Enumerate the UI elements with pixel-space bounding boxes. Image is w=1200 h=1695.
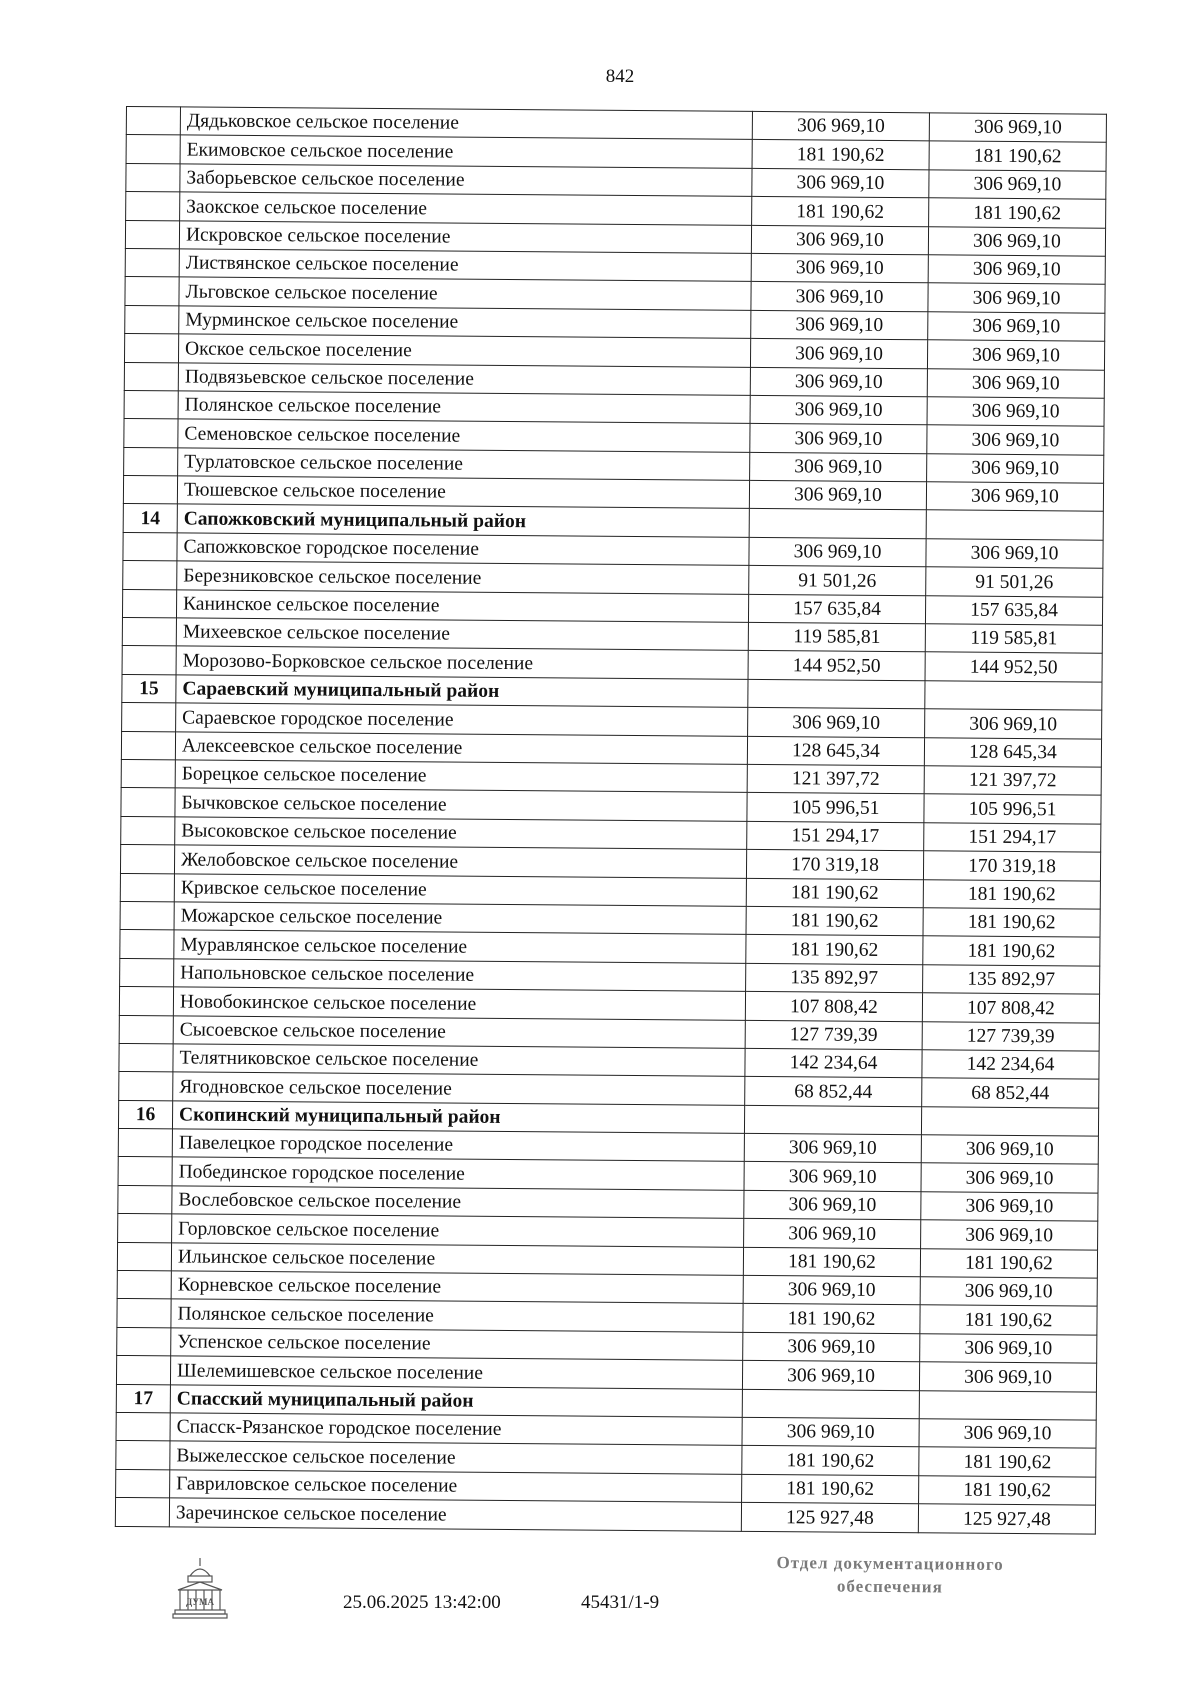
amount-1-cell: 125 927,48 <box>741 1503 918 1533</box>
settlement-name-cell: Павелецкое городское поселение <box>172 1129 744 1162</box>
amount-2-cell <box>925 681 1102 711</box>
settlement-name-cell: Льговское сельское поселение <box>179 277 751 310</box>
settlement-name-cell: Канинское сельское поселение <box>176 590 748 623</box>
row-number-cell <box>124 390 178 419</box>
amount-2-cell: 306 969,10 <box>926 539 1103 569</box>
amount-2-cell: 142 234,64 <box>922 1050 1099 1080</box>
settlement-name-cell: Березниковское сельское поселение <box>177 561 749 594</box>
row-number-cell <box>121 759 175 788</box>
row-number-cell <box>116 1412 170 1441</box>
amount-1-cell <box>748 679 925 709</box>
amount-2-cell <box>919 1390 1096 1420</box>
row-number-cell <box>122 703 176 732</box>
row-number-cell <box>124 334 178 363</box>
settlement-name-cell: Успенское сельское поселение <box>171 1328 743 1361</box>
amount-1-cell: 306 969,10 <box>749 537 926 567</box>
row-number-cell: 17 <box>116 1384 170 1413</box>
amount-1-cell: 306 969,10 <box>748 708 925 738</box>
amount-1-cell: 181 190,62 <box>752 197 929 227</box>
amount-1-cell: 306 969,10 <box>750 452 927 482</box>
amount-2-cell <box>926 510 1103 540</box>
settlement-name-cell: Полянское сельское поселение <box>178 391 750 424</box>
row-number-cell <box>121 788 175 817</box>
amount-2-cell: 144 952,50 <box>925 652 1102 682</box>
amount-2-cell: 107 808,42 <box>922 993 1099 1023</box>
settlement-name-cell: Шелемишевское сельское поселение <box>170 1356 742 1389</box>
settlement-name-cell: Выжелесское сельское поселение <box>170 1441 742 1474</box>
settlement-name-cell: Подвязьевское сельское поселение <box>178 362 750 395</box>
settlement-name-cell: Борецкое сельское поселение <box>175 760 747 793</box>
amount-1-cell: 91 501,26 <box>749 566 926 596</box>
amount-2-cell: 306 969,10 <box>921 1192 1098 1222</box>
amount-2-cell: 306 969,10 <box>925 709 1102 739</box>
row-number-cell <box>119 1072 173 1101</box>
settlement-name-cell: Желобовское сельское поселение <box>174 845 746 878</box>
budget-table-body <box>115 107 1106 1534</box>
amount-1-cell: 306 969,10 <box>752 111 929 141</box>
amount-1-cell <box>749 509 926 539</box>
row-number-cell <box>116 1441 170 1470</box>
settlement-name-cell: Листвянское сельское поселение <box>179 249 751 282</box>
row-number-cell <box>117 1242 171 1271</box>
settlement-name-cell: Сапожковский муниципальный район <box>177 504 749 537</box>
amount-2-cell: 125 927,48 <box>918 1504 1095 1534</box>
settlement-name-cell: Горловское сельское поселение <box>172 1214 744 1247</box>
amount-2-cell: 306 969,10 <box>927 340 1104 370</box>
amount-1-cell: 306 969,10 <box>749 480 926 510</box>
amount-2-cell: 306 969,10 <box>928 226 1105 256</box>
row-number-cell <box>117 1270 171 1299</box>
amount-1-cell: 170 319,18 <box>746 850 923 880</box>
settlement-name-cell: Ягодновское сельское поселение <box>173 1072 745 1105</box>
amount-1-cell: 306 969,10 <box>743 1275 920 1305</box>
amount-1-cell: 306 969,10 <box>742 1417 919 1447</box>
settlement-name-cell: Дядьковское сельское поселение <box>180 107 752 140</box>
amount-1-cell: 68 852,44 <box>745 1077 922 1107</box>
settlement-name-cell: Сараевское городское поселение <box>176 703 748 736</box>
row-number-cell <box>124 419 178 448</box>
amount-1-cell: 306 969,10 <box>744 1219 921 1249</box>
row-number-cell <box>126 163 180 192</box>
row-number-cell <box>120 901 174 930</box>
amount-1-cell: 151 294,17 <box>747 821 924 851</box>
amount-1-cell: 306 969,10 <box>742 1361 919 1391</box>
settlement-name-cell: Телятниковское сельское поселение <box>173 1044 745 1077</box>
amount-1-cell: 181 190,62 <box>746 935 923 965</box>
row-number-cell <box>119 1015 173 1044</box>
amount-1-cell: 181 190,62 <box>742 1474 919 1504</box>
settlement-name-cell: Корневское сельское поселение <box>171 1271 743 1304</box>
row-number-cell <box>125 305 179 334</box>
row-number-cell <box>118 1129 172 1158</box>
amount-2-cell: 181 190,62 <box>920 1305 1097 1335</box>
amount-2-cell: 181 190,62 <box>929 141 1106 171</box>
settlement-name-cell: Сапожковское городское поселение <box>177 533 749 566</box>
row-number-cell <box>116 1356 170 1385</box>
stamp-line-1: Отдел документационного <box>776 1553 1004 1574</box>
amount-1-cell: 107 808,42 <box>745 992 922 1022</box>
amount-1-cell <box>742 1389 919 1419</box>
amount-2-cell: 306 969,10 <box>928 283 1105 313</box>
settlement-name-cell: Полянское сельское поселение <box>171 1299 743 1332</box>
row-number-cell <box>126 107 180 136</box>
amount-1-cell: 181 190,62 <box>746 906 923 936</box>
row-number-cell <box>124 447 178 476</box>
amount-2-cell: 121 397,72 <box>924 766 1101 796</box>
amount-2-cell: 105 996,51 <box>924 794 1101 824</box>
amount-2-cell: 135 892,97 <box>923 965 1100 995</box>
amount-2-cell: 128 645,34 <box>924 737 1101 767</box>
row-number-cell <box>119 1043 173 1072</box>
amount-2-cell: 181 190,62 <box>920 1248 1097 1278</box>
amount-2-cell: 157 635,84 <box>925 595 1102 625</box>
amount-1-cell: 181 190,62 <box>752 140 929 170</box>
stamp-line-2: обеспечения <box>836 1576 943 1597</box>
row-number-cell <box>121 816 175 845</box>
amount-2-cell: 306 969,10 <box>928 312 1105 342</box>
amount-1-cell: 181 190,62 <box>742 1446 919 1476</box>
settlement-name-cell: Окское сельское поселение <box>178 334 750 367</box>
amount-2-cell: 306 969,10 <box>926 482 1103 512</box>
amount-2-cell: 306 969,10 <box>929 113 1106 143</box>
settlement-name-cell: Муравлянское сельское поселение <box>174 930 746 963</box>
amount-2-cell: 91 501,26 <box>926 567 1103 597</box>
settlement-name-cell: Скопинский муниципальный район <box>172 1101 744 1134</box>
amount-1-cell: 142 234,64 <box>745 1048 922 1078</box>
row-number-cell <box>116 1469 170 1498</box>
settlement-name-cell: Сысоевское сельское поселение <box>173 1015 745 1048</box>
amount-1-cell: 119 585,81 <box>748 622 925 652</box>
amount-2-cell: 127 739,39 <box>922 1021 1099 1051</box>
amount-1-cell: 181 190,62 <box>743 1247 920 1277</box>
page-number: 842 <box>605 66 635 87</box>
amount-2-cell: 306 969,10 <box>927 453 1104 483</box>
row-number-cell <box>120 930 174 959</box>
row-number-cell <box>120 873 174 902</box>
amount-1-cell: 105 996,51 <box>747 793 924 823</box>
amount-1-cell: 121 397,72 <box>747 764 924 794</box>
settlement-name-cell: Бычковское сельское поселение <box>175 788 747 821</box>
amount-1-cell: 128 645,34 <box>747 736 924 766</box>
row-number-cell <box>123 532 177 561</box>
amount-1-cell: 127 739,39 <box>745 1020 922 1050</box>
amount-2-cell: 306 969,10 <box>919 1419 1096 1449</box>
settlement-name-cell: Михеевское сельское поселение <box>176 618 748 651</box>
settlement-name-cell: Алексеевское сельское поселение <box>175 732 747 765</box>
row-number-cell: 15 <box>122 674 176 703</box>
settlement-name-cell: Заречинское сельское поселение <box>169 1498 741 1531</box>
amount-2-cell: 306 969,10 <box>919 1362 1096 1392</box>
row-number-cell <box>125 248 179 277</box>
settlement-name-cell: Гавриловское сельское поселение <box>170 1470 742 1503</box>
amount-2-cell: 181 190,62 <box>923 908 1100 938</box>
row-number-cell: 16 <box>118 1100 172 1129</box>
settlement-name-cell: Сараевский муниципальный район <box>176 675 748 708</box>
row-number-cell <box>118 1214 172 1243</box>
row-number-cell <box>120 845 174 874</box>
row-number-cell <box>118 1157 172 1186</box>
budget-table <box>115 106 1107 1534</box>
settlement-name-cell: Высоковское сельское поселение <box>175 817 747 850</box>
settlement-name-cell: Искровское сельское поселение <box>179 220 751 253</box>
settlement-name-cell: Вослебовское сельское поселение <box>172 1186 744 1219</box>
row-number-cell <box>123 476 177 505</box>
row-number-cell <box>122 646 176 675</box>
row-number-cell <box>126 135 180 164</box>
row-number-cell <box>125 277 179 306</box>
amount-2-cell: 170 319,18 <box>923 851 1100 881</box>
amount-2-cell: 181 190,62 <box>919 1447 1096 1477</box>
settlement-name-cell: Мурминское сельское поселение <box>179 306 751 339</box>
settlement-name-cell: Екимовское сельское поселение <box>180 135 752 168</box>
amount-2-cell: 306 969,10 <box>929 170 1106 200</box>
amount-1-cell: 306 969,10 <box>750 395 927 425</box>
amount-1-cell: 306 969,10 <box>751 253 928 283</box>
row-number-cell <box>123 561 177 590</box>
settlement-name-cell: Заокское сельское поселение <box>180 192 752 225</box>
settlement-name-cell: Заборьевское сельское поселение <box>180 164 752 197</box>
amount-1-cell: 157 635,84 <box>748 594 925 624</box>
row-number-cell <box>120 958 174 987</box>
amount-2-cell <box>921 1106 1098 1136</box>
settlement-name-cell: Кривское сельское поселение <box>174 873 746 906</box>
row-number-cell <box>126 192 180 221</box>
amount-1-cell <box>744 1105 921 1135</box>
amount-1-cell: 181 190,62 <box>743 1304 920 1334</box>
department-stamp <box>740 1551 1040 1600</box>
row-number-cell <box>119 987 173 1016</box>
amount-1-cell: 306 969,10 <box>752 168 929 198</box>
amount-2-cell: 181 190,62 <box>919 1476 1096 1506</box>
amount-2-cell: 306 969,10 <box>920 1334 1097 1364</box>
amount-2-cell: 306 969,10 <box>921 1135 1098 1165</box>
amount-2-cell: 306 969,10 <box>927 368 1104 398</box>
row-number-cell <box>121 731 175 760</box>
amount-2-cell: 306 969,10 <box>920 1277 1097 1307</box>
amount-2-cell: 151 294,17 <box>924 823 1101 853</box>
settlement-name-cell: Турлатовское сельское поселение <box>178 448 750 481</box>
amount-1-cell: 306 969,10 <box>744 1190 921 1220</box>
amount-1-cell: 306 969,10 <box>750 424 927 454</box>
settlement-name-cell: Можарское сельское поселение <box>174 902 746 935</box>
amount-1-cell: 306 969,10 <box>750 367 927 397</box>
amount-1-cell: 144 952,50 <box>748 651 925 681</box>
amount-2-cell: 181 190,62 <box>923 936 1100 966</box>
svg-text:ДУМА: ДУМА <box>186 1597 214 1607</box>
row-number-cell: 14 <box>123 504 177 533</box>
amount-1-cell: 306 969,10 <box>744 1162 921 1192</box>
amount-2-cell: 306 969,10 <box>928 255 1105 285</box>
amount-2-cell: 306 969,10 <box>927 397 1104 427</box>
settlement-name-cell: Спасск-Рязанское городское поселение <box>170 1413 742 1446</box>
settlement-name-cell: Побединское городское поселение <box>172 1157 744 1190</box>
duma-building-logo-icon <box>172 1556 228 1620</box>
row-number-cell <box>125 220 179 249</box>
amount-1-cell: 306 969,10 <box>750 339 927 369</box>
amount-2-cell: 68 852,44 <box>922 1078 1099 1108</box>
amount-1-cell: 306 969,10 <box>751 225 928 255</box>
amount-1-cell: 135 892,97 <box>746 963 923 993</box>
amount-1-cell: 306 969,10 <box>751 282 928 312</box>
row-number-cell <box>122 618 176 647</box>
amount-2-cell: 181 190,62 <box>923 879 1100 909</box>
amount-2-cell: 119 585,81 <box>925 624 1102 654</box>
amount-2-cell: 306 969,10 <box>921 1220 1098 1250</box>
settlement-name-cell: Новобокинское сельское поселение <box>173 987 745 1020</box>
amount-1-cell: 306 969,10 <box>744 1133 921 1163</box>
row-number-cell <box>115 1498 169 1527</box>
settlement-name-cell: Морозово-Борковское сельское поселение <box>176 646 748 679</box>
amount-1-cell: 306 969,10 <box>743 1332 920 1362</box>
row-number-cell <box>124 362 178 391</box>
footer-date: 25.06.2025 13:42:00 <box>343 1592 501 1613</box>
amount-2-cell: 181 190,62 <box>929 198 1106 228</box>
settlement-name-cell: Семеновское сельское поселение <box>178 419 750 452</box>
settlement-name-cell: Ильинское сельское поселение <box>171 1243 743 1276</box>
amount-1-cell: 306 969,10 <box>751 310 928 340</box>
row-number-cell <box>117 1299 171 1328</box>
row-number-cell <box>117 1327 171 1356</box>
amount-1-cell: 181 190,62 <box>746 878 923 908</box>
amount-2-cell: 306 969,10 <box>921 1163 1098 1193</box>
settlement-name-cell: Спасский муниципальный район <box>170 1384 742 1417</box>
footer-doc-number: 45431/1-9 <box>581 1592 660 1613</box>
amount-2-cell: 306 969,10 <box>927 425 1104 455</box>
row-number-cell <box>122 589 176 618</box>
settlement-name-cell: Напольновское сельское поселение <box>174 959 746 992</box>
row-number-cell <box>118 1185 172 1214</box>
settlement-name-cell: Тюшевское сельское поселение <box>177 476 749 509</box>
